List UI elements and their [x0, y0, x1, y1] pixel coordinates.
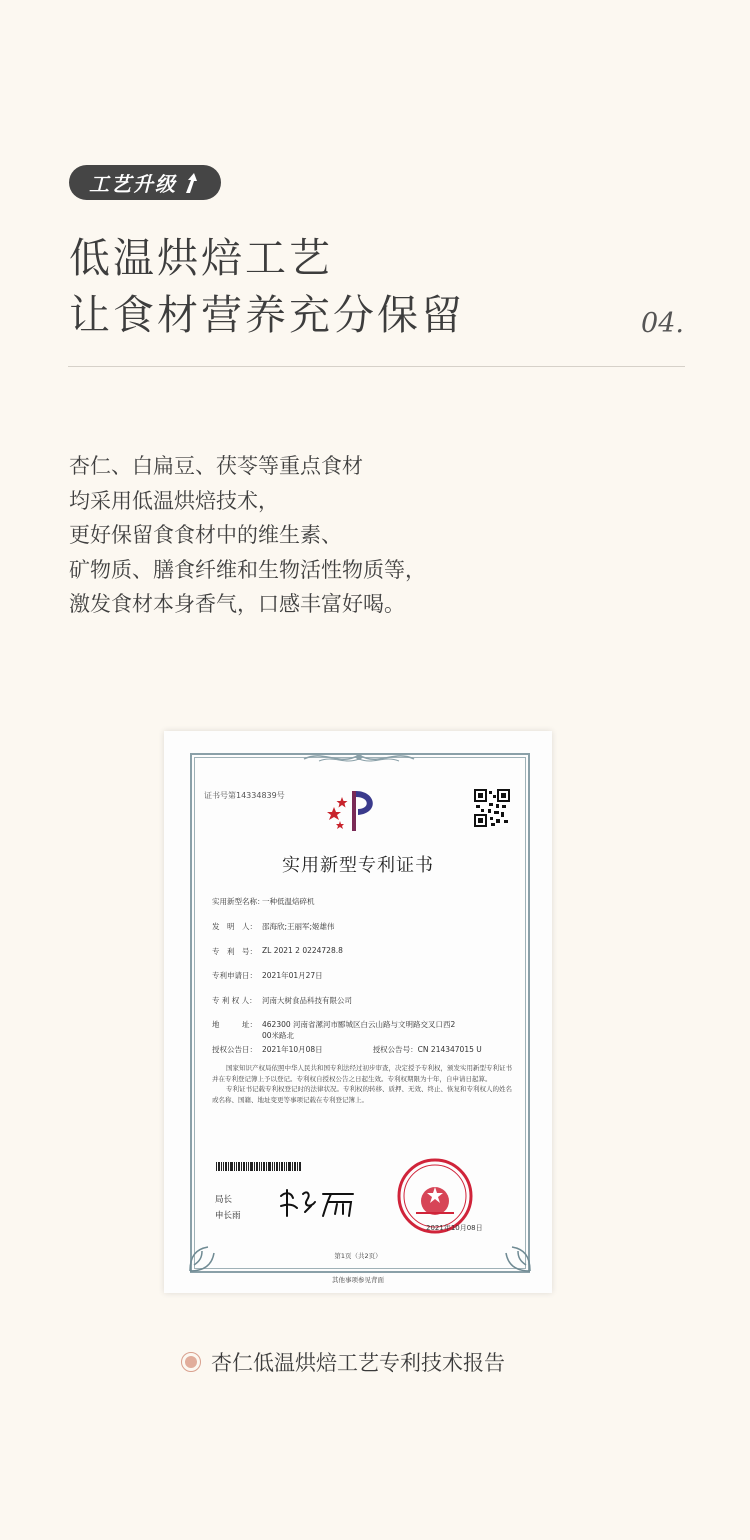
heading-line-2: 让食材营养充分保留 — [69, 291, 465, 339]
field-value: 河南大树食品科技有限公司 — [262, 996, 352, 1005]
certificate-note — [212, 1063, 512, 1105]
body-paragraph — [69, 449, 426, 622]
note-paragraph: 国家知识产权局依照中华人民共和国专利法经过初步审查，决定授予专利权，颁发实用新型专利证书并在专利登记簿上予以登记。专利权自授权公告之日起生效。专利权期限为十年，自申请日起算。 — [212, 1064, 512, 1083]
section-index: 04. — [641, 308, 684, 339]
section-badge — [69, 165, 221, 200]
field-row — [212, 995, 352, 1006]
patent-certificate-image — [164, 731, 552, 1293]
arrow-up-icon — [183, 172, 201, 194]
divider — [68, 366, 685, 367]
certificate-title: 实用新型专利证书 — [282, 855, 434, 876]
field-label — [212, 1030, 262, 1041]
field-label: 实用新型名称： — [212, 897, 265, 906]
director-name: 申长雨 — [215, 1211, 241, 1221]
field-value: 邵海欣;王丽军;姬雄伟 — [262, 922, 335, 931]
patent-emblem-icon — [326, 787, 386, 835]
field-value: 2021年01月27日 — [262, 971, 323, 980]
qr-code-icon — [474, 789, 510, 827]
heading-line-1: 低温烘焙工艺 — [69, 234, 333, 282]
body-line: 激发食材本身香气，口感丰富好喝。 — [69, 592, 405, 616]
field-value: 462300 河南省漯河市郾城区白云山路与文明路交叉口西2 — [262, 1020, 456, 1029]
badge-label: 工艺升级 — [89, 172, 177, 196]
certificate-number: 证书号第14334839号 — [204, 791, 285, 800]
grant-number: 授权公告号：CN 214347015 U — [372, 1045, 482, 1054]
field-label: 专 利 权 人： — [212, 996, 257, 1005]
field-row — [212, 1030, 294, 1041]
field-value: 00米路北 — [262, 1031, 295, 1040]
signature-image — [277, 1186, 367, 1222]
image-caption — [181, 1347, 505, 1377]
field-row — [212, 1044, 482, 1055]
field-value: ZL 2021 2 0224728.8 — [262, 946, 343, 955]
bullet-dot-icon — [181, 1352, 201, 1372]
body-line: 更好保留食食材中的维生素、 — [69, 523, 342, 547]
field-value: 2021年10月08日 — [262, 1045, 323, 1054]
page-indicator: 第1页（共2页） — [334, 1252, 382, 1260]
seal-date: 2021年10月08日 — [426, 1224, 483, 1232]
director-title: 局长 — [215, 1195, 233, 1205]
field-row — [212, 896, 315, 907]
field-row — [212, 921, 335, 932]
field-label: 授权公告日： — [212, 1045, 257, 1054]
barcode-icon — [216, 1162, 302, 1171]
field-row — [212, 1019, 455, 1030]
body-line: 杏仁、白扁豆、茯苓等重点食材 — [69, 454, 363, 478]
body-line: 均采用低温烘焙技术， — [69, 488, 279, 513]
note-paragraph: 专利证书记载专利权登记时的法律状况。专利权的转移、质押、无效、终止、恢复和专利权人的姓名或名称、国籍、地址变更等事项记载在专利登记簿上。 — [212, 1085, 512, 1104]
caption-text: 杏仁低温烘焙工艺专利技术报告 — [211, 1351, 505, 1375]
field-row — [212, 946, 343, 957]
body-line: 矿物质、膳食纤维和生物活性物质等， — [69, 557, 426, 582]
field-label: 专 利 号： — [212, 947, 257, 956]
certificate-footnote: 其他事项参见背面 — [332, 1276, 384, 1284]
field-label: 专利申请日： — [212, 971, 257, 980]
field-value: 一种低温焙碎机 — [262, 897, 315, 906]
field-label: 发 明 人： — [212, 922, 257, 931]
field-row — [212, 970, 323, 981]
ornament-icon — [299, 747, 419, 769]
field-label: 地 址： — [212, 1020, 257, 1029]
